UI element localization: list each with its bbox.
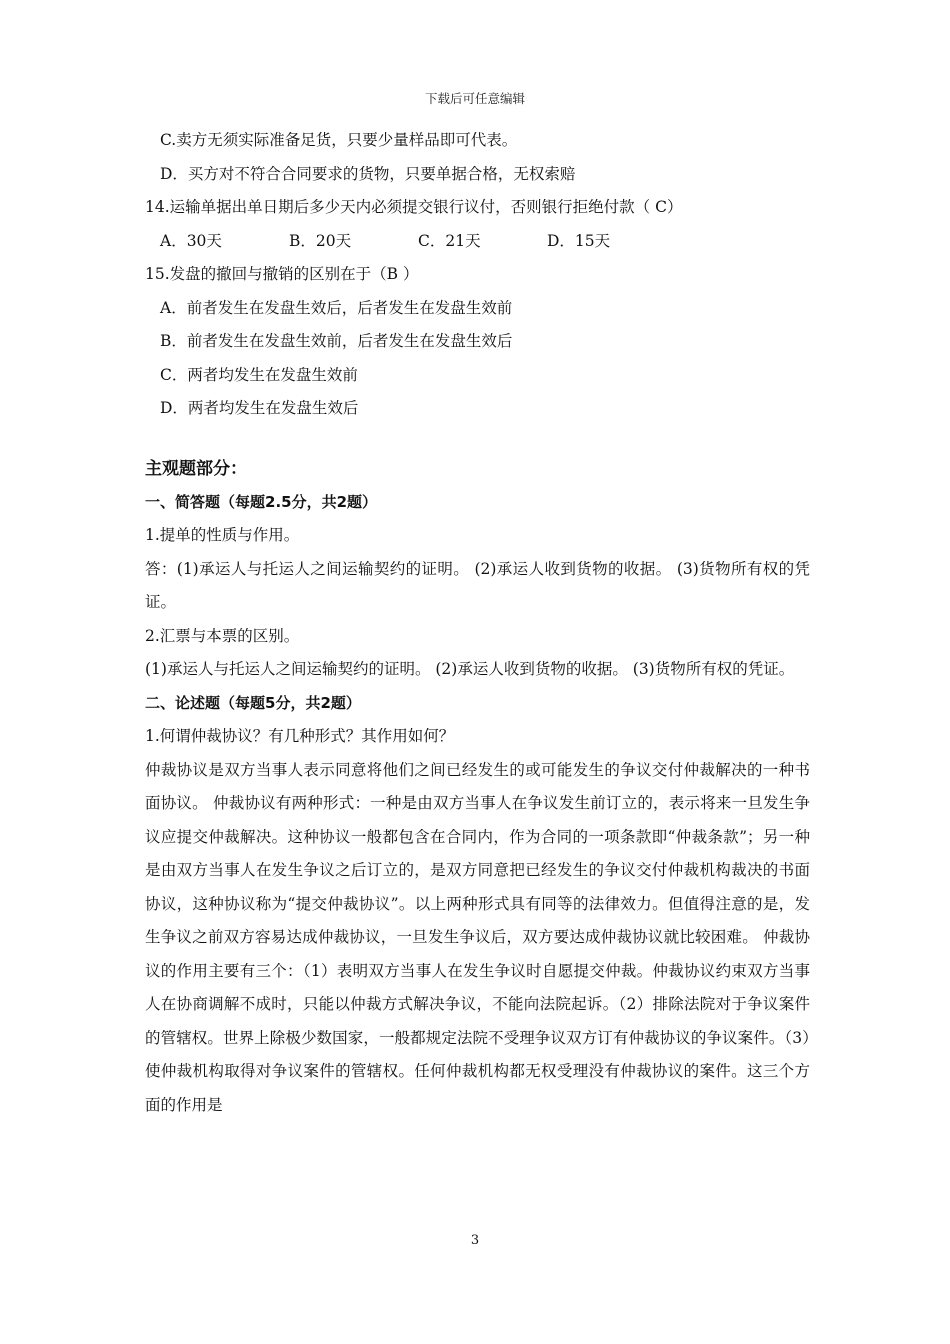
q13-option-d: D．买方对不符合合同要求的货物，只要单据合格，无权索赔 [160,164,576,183]
short-answer-heading: 一、简答题（每题2.5分，共2题） [145,492,378,511]
q14-option-c: C．21天 [418,231,481,250]
q14-question: 14.运输单据出单日期后多少天内必须提交银行议付，否则银行拒绝付款（ C） [145,198,683,216]
q14-option-a: A．30天 [160,231,222,250]
short-q2: 2.汇票与本票的区别。 [145,626,300,645]
q13-option-c: C.卖方无须实际准备足货，只要少量样品即可代表。 [160,131,518,149]
q15-option-d: D．两者均发生在发盘生效后 [160,399,359,417]
q14-options [145,225,810,259]
essay-a1: 仲裁协议是双方当事人表示同意将他们之间已经发生的或可能发生的争议交付仲裁解决的一种书面协议。 仲裁协议有两种形式：一种是由双方当事人在争议发生前订立的，表示将来一旦发生争议应提交仲裁解决。这种协议一般都包含在合同内，作为合同的一项条款即“仲裁条款”；另一种是由双方当事人在发生争议之后订立的，是双方同意把已经发生的争议交付仲裁机构裁决的书面协议，这种协议称为“提交仲裁协议”。以上两种形式具有同等的法律效力。但值得注意的是，发生争议之前双方容易达成仲裁协议，一旦发生争议后，双方要达成仲裁协议就比较困难。 仲裁协议的作用主要有三个：（1）表明双方当事人在发生争议时自愿提交仲裁。仲裁协议约束双方当事人在协商调解不成时，只能以仲裁方式解决争议，不能向法院起诉。（2）排除法院对于争议案件的管辖权。世界上除极少数国家，一般都规定法院不受理争议双方订有仲裁协议的争议案件。（3）使仲裁机构取得对争议案件的管辖权。任何仲裁机构都无权受理没有仲裁协议的案件。这三个方面的作用是 [145,760,810,1114]
page-header: 下载后可任意编辑 [424,91,525,106]
subjective-section-title: 主观题部分： [145,458,247,479]
short-a2: (1)承运人与托运人之间运输契约的证明。 (2)承运人收到货物的收据。 (3)货物所有权的凭证。 [145,660,795,678]
essay-q1: 1.何谓仲裁协议？有几种形式？其作用如何？ [145,727,455,745]
essay-heading: 二、论述题（每题5分，共2题） [145,693,361,712]
q15-question: 15.发盘的撤回与撤销的区别在于（B ） [145,265,419,283]
page-content [145,124,810,1122]
q15-option-a: A．前者发生在发盘生效后，后者发生在发盘生效前 [160,298,513,317]
q14-option-b: B．20天 [289,231,352,250]
short-q1: 1.提单的性质与作用。 [145,526,300,544]
page-number: 3 [470,1233,480,1248]
short-a1: 答：(1)承运人与托运人之间运输契约的证明。 (2)承运人收到货物的收据。 (3)货物所有权的凭证。 [145,559,810,611]
q15-option-b: B．前者发生在发盘生效前，后者发生在发盘生效后 [160,332,513,350]
q14-option-d: D．15天 [547,231,611,250]
q15-option-c: C．两者均发生在发盘生效前 [160,365,358,384]
